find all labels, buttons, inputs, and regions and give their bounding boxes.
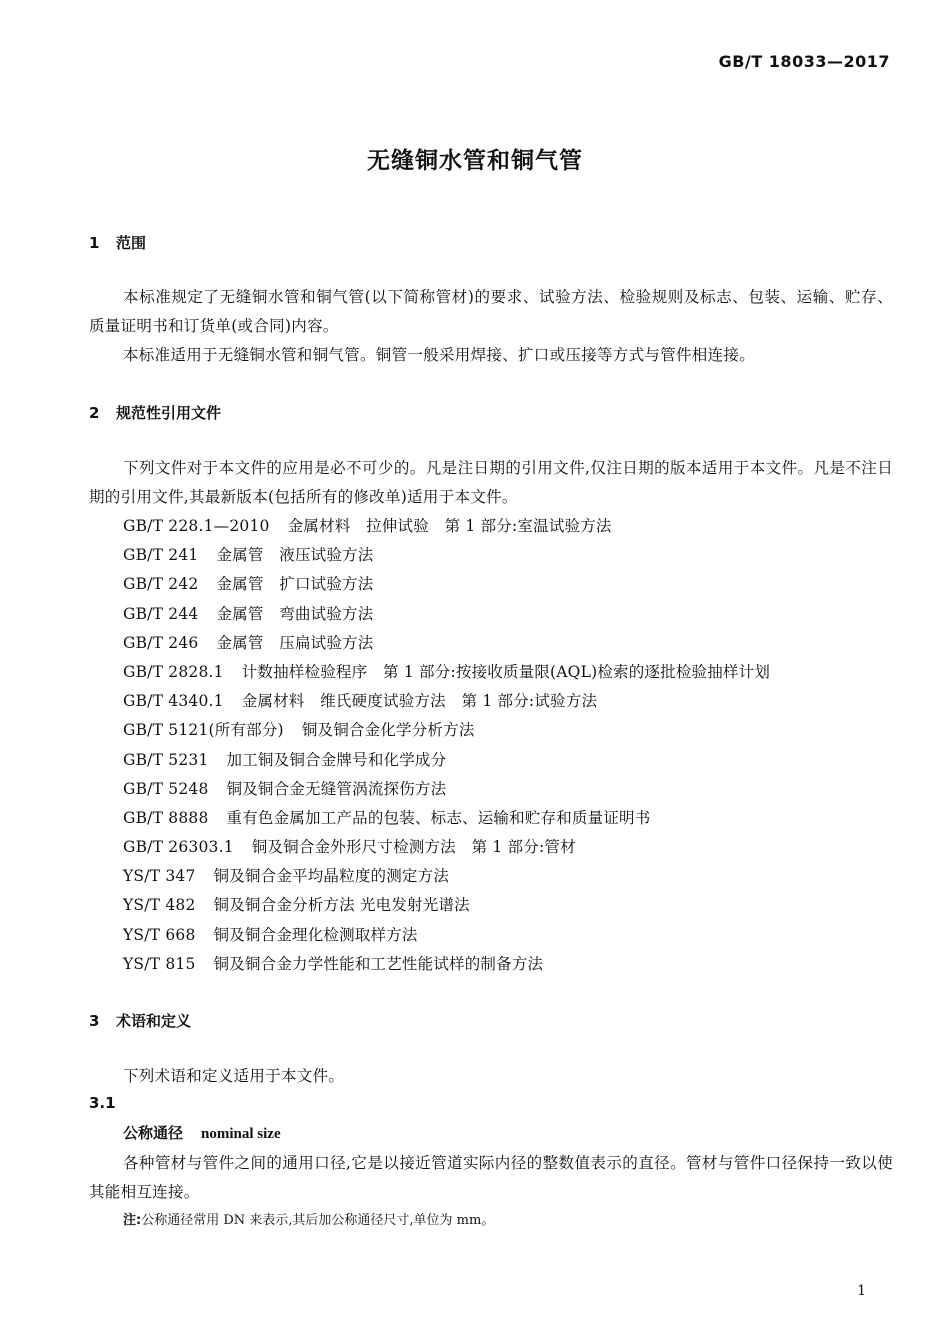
reference-title: 重有色金属加工产品的包装、标志、运输和贮存和质量证明书	[226, 808, 651, 827]
reference-item	[123, 833, 770, 862]
reference-code: YS/T 815	[123, 954, 196, 973]
reference-title: 铜及铜合金理化检测取样方法	[213, 925, 418, 944]
note-label: 注:	[123, 1213, 142, 1228]
section-heading-terms	[89, 1010, 191, 1031]
reference-title: 加工铜及铜合金牌号和化学成分	[226, 750, 447, 769]
term-note	[123, 1210, 494, 1232]
reference-item	[123, 629, 770, 658]
reference-item	[123, 746, 770, 775]
reference-code: GB/T 246	[123, 633, 199, 652]
reference-item	[123, 541, 770, 570]
reference-code: GB/T 228.1—2010	[123, 517, 270, 535]
reference-title: 铜及铜合金无缝管涡流探伤方法	[226, 779, 447, 798]
section-title: 规范性引用文件	[116, 404, 222, 422]
section-number: 1	[89, 234, 100, 252]
terms-intro: 下列术语和定义适用于本文件。	[123, 1067, 345, 1085]
reference-title: 铜及铜合金平均晶粒度的测定方法	[213, 867, 450, 886]
reference-item	[123, 921, 770, 950]
reference-title: 金属材料 维氏硬度试验方法 第 1 部分:试验方法	[241, 692, 598, 711]
reference-item	[123, 950, 770, 979]
note-text: 公称通径常用 DN 来表示,其后加公称通径尺寸,单位为 mm。	[141, 1213, 495, 1228]
reference-title: 金属管 压扁试验方法	[216, 633, 374, 652]
reference-code: GB/T 2828.1	[123, 662, 224, 681]
reference-item	[123, 658, 770, 687]
reference-item	[123, 687, 770, 716]
section-heading-references	[89, 402, 221, 423]
reference-title: 铜及铜合金外形尺寸检测方法 第 1 部分:管材	[251, 838, 576, 857]
reference-item	[123, 862, 770, 891]
reference-code: GB/T 242	[123, 575, 199, 594]
reference-title: 金属管 弯曲试验方法	[216, 604, 374, 623]
reference-title: 铜及铜合金化学分析方法	[301, 721, 475, 740]
reference-code: YS/T 347	[123, 867, 196, 886]
section-number: 3	[89, 1012, 100, 1030]
reference-code: YS/T 668	[123, 925, 196, 944]
reference-title: 铜及铜合金力学性能和工艺性能试样的制备方法	[213, 954, 544, 973]
term-id: 3.1	[89, 1094, 116, 1112]
reference-title: 金属管 液压试验方法	[216, 546, 374, 565]
reference-code: GB/T 8888	[123, 808, 209, 827]
reference-code: GB/T 26303.1	[123, 838, 234, 857]
reference-item	[123, 600, 770, 629]
section-heading-scope	[89, 232, 146, 253]
reference-code: GB/T 5121(所有部分)	[123, 721, 284, 740]
reference-item	[123, 804, 770, 833]
document-title: 无缝铜水管和铜气管	[367, 148, 583, 174]
reference-code: GB/T 241	[123, 546, 199, 565]
reference-title: 金属材料 拉伸试验 第 1 部分:室温试验方法	[287, 517, 612, 535]
term-name	[123, 1122, 281, 1143]
section-title: 术语和定义	[116, 1012, 192, 1030]
term-name-cn: 公称通径	[123, 1124, 184, 1142]
reference-item	[123, 716, 770, 745]
reference-list	[123, 512, 770, 979]
section-number: 2	[89, 404, 100, 422]
reference-item	[123, 512, 770, 541]
reference-item	[123, 570, 770, 599]
reference-item	[123, 891, 770, 920]
reference-code: GB/T 244	[123, 604, 199, 623]
scope-paragraph-1: 本标准规定了无缝铜水管和铜气管(以下简称管材)的要求、试验方法、检验规则及标志、包装、运输、贮存、质量证明书和订货单(或合同)内容。	[89, 288, 893, 335]
scope-paragraph-2: 本标准适用于无缝铜水管和铜气管。铜管一般采用焊接、扩口或压接等方式与管件相连接。	[123, 346, 756, 364]
reference-code: GB/T 5231	[123, 750, 209, 769]
reference-code: YS/T 482	[123, 896, 196, 915]
reference-item	[123, 775, 770, 804]
reference-title: 铜及铜合金分析方法 光电发射光谱法	[213, 896, 470, 915]
reference-title: 金属管 扩口试验方法	[216, 575, 374, 594]
reference-code: GB/T 4340.1	[123, 692, 224, 711]
references-intro: 下列文件对于本文件的应用是必不可少的。凡是注日期的引用文件,仅注日期的版本适用于本文件。凡是不注日期的引用文件,其最新版本(包括所有的修改单)适用于本文件。	[89, 459, 893, 506]
term-name-en: nominal size	[201, 1126, 281, 1142]
page-header: GB/T 18033—2017	[718, 52, 890, 71]
reference-code: GB/T 5248	[123, 779, 209, 798]
page-number: 1	[857, 1283, 866, 1299]
reference-title: 计数抽样检验程序 第 1 部分:按接收质量限(AQL)检索的逐批检验抽样计划	[241, 662, 771, 681]
section-title: 范围	[116, 234, 147, 252]
term-definition: 各种管材与管件之间的通用口径,它是以接近管道实际内径的整数值表示的直径。管材与管件口径保持一致以使其能相互连接。	[89, 1154, 893, 1201]
